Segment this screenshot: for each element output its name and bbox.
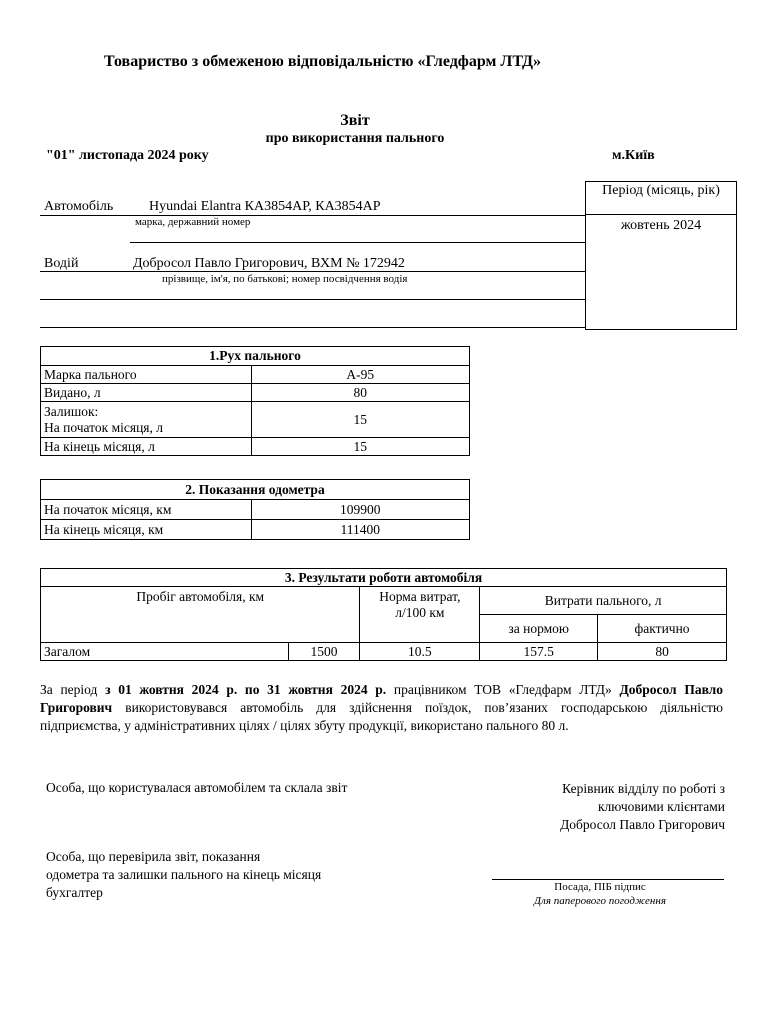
results-col-consumption: Витрати пального, л	[480, 587, 727, 615]
results-table	[40, 568, 727, 661]
signature-left2-line2: одометра та залишки пального на кінець місяця	[46, 867, 322, 882]
odometer-end-value: 111400	[251, 520, 469, 540]
summary-paragraph	[40, 681, 723, 735]
odometer-table	[40, 479, 470, 540]
fuel-brand-value: А-95	[251, 366, 469, 384]
balance-label-line2: На початок місяця, л	[44, 419, 163, 435]
odometer-table-title: 2. Показання одометра	[41, 480, 470, 500]
summary-part1: За період	[40, 682, 106, 697]
report-title: Звіт	[340, 112, 370, 129]
results-table-title: 3. Результати роботи автомобіля	[41, 569, 727, 587]
results-by-norm-value: 157.5	[480, 643, 598, 661]
fuel-brand-label: Марка пального	[41, 366, 252, 384]
signature-right-line1: Керівник відділу по роботі з	[562, 781, 725, 796]
fuel-balance-start-value: 15	[251, 402, 469, 438]
signature-left2-line3: бухгалтер	[46, 885, 103, 900]
results-row-label: Загалом	[41, 643, 289, 661]
driver-label: Водій	[44, 256, 79, 271]
fuel-issued-value: 80	[251, 384, 469, 402]
signature-right-line2: ключовими клієнтами	[597, 799, 725, 814]
summary-person: Добросол Павло Григорович	[40, 682, 724, 715]
report-city: м.Київ	[612, 148, 655, 163]
signature-left-1: Особа, що користувалася автомобілем та склала звіт	[46, 780, 348, 795]
results-col-actual: фактично	[598, 615, 727, 643]
period-box	[585, 181, 737, 330]
odometer-start-value: 109900	[251, 500, 469, 520]
results-actual-value: 80	[598, 643, 727, 661]
odometer-end-label: На кінець місяця, км	[41, 520, 252, 540]
vehicle-label: Автомобіль	[44, 199, 114, 214]
summary-part3: працівником ТОВ «Гледфарм ЛТД»	[386, 682, 620, 697]
vehicle-value: Hyundai Elantra КА3854АР, КА3854АР	[149, 199, 381, 214]
balance-label-line1: Залишок:	[44, 403, 99, 419]
company-name: Товариство з обмеженою відповідальністю «Гледфарм ЛТД»	[104, 53, 542, 70]
signature-line	[492, 879, 724, 880]
results-col-norm: Норма витрат, л/100 км	[360, 587, 480, 643]
signature-caption: Посада, ПІБ підпис	[554, 881, 646, 893]
signature-right-line3: Добросол Павло Григорович	[560, 817, 725, 832]
fuel-balance-end-label: На кінець місяця, л	[41, 438, 252, 456]
vehicle-hint: марка, державний номер	[135, 216, 251, 228]
fuel-table-title: 1.Рух пального	[41, 347, 470, 366]
results-col-mileage: Пробіг автомобіля, км	[41, 587, 360, 643]
results-mileage-value: 1500	[288, 643, 360, 661]
report-subtitle: про використання пального	[265, 131, 445, 146]
odometer-start-label: На початок місяця, км	[41, 500, 252, 520]
signature-left-2-block	[46, 848, 321, 902]
results-norm-value: 10.5	[360, 643, 480, 661]
signature-right-block	[480, 780, 725, 834]
period-label: Період (місяць, рік)	[602, 183, 720, 198]
summary-part5: використовувався автомобіль для здійснення поїздок, пов’язаних господарською діяльністю підприємства, у адміністративних цілях / цілях збуту продукції, використано пального 80 л.	[40, 700, 723, 733]
report-date: "01" листопада 2024 року	[46, 148, 209, 163]
signature-left2-line1: Особа, що перевірила звіт, показання	[46, 849, 261, 864]
signature-note: Для паперового погодження	[534, 895, 666, 907]
period-value: жовтень 2024	[620, 218, 702, 233]
driver-hint: прізвище, ім'я, по батькові; номер посвідчення водія	[162, 273, 408, 285]
fuel-table	[40, 346, 470, 456]
summary-period: з 01 жовтня 2024 р. по 31 жовтня 2024 р.	[105, 682, 387, 697]
fuel-balance-end-value: 15	[251, 438, 469, 456]
fuel-balance-start-label	[41, 402, 252, 438]
driver-value: Добросол Павло Григорович, ВХМ № 172942	[133, 256, 405, 271]
fuel-issued-label: Видано, л	[41, 384, 252, 402]
results-col-by-norm: за нормою	[480, 615, 598, 643]
